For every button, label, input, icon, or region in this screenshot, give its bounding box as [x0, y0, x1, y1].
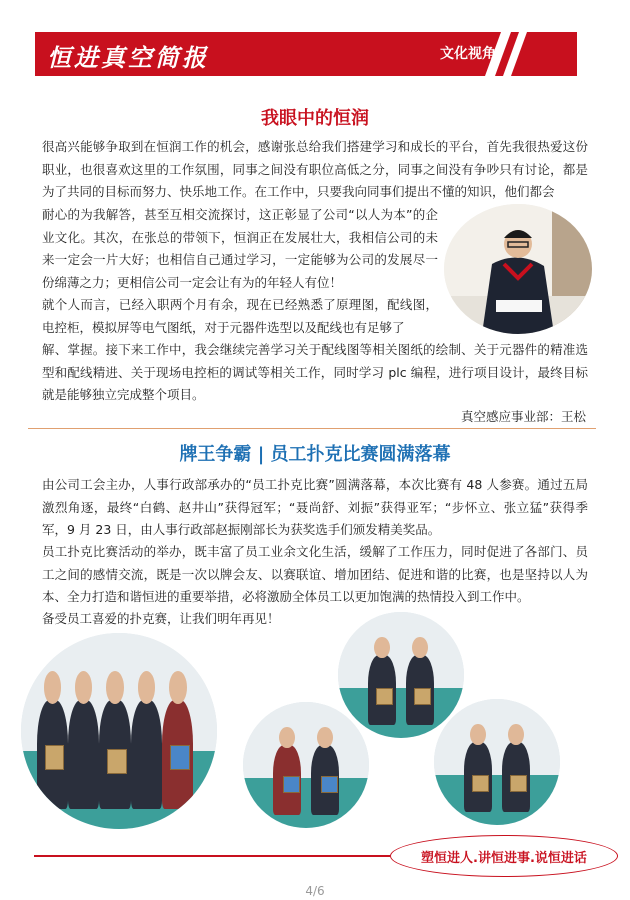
article1-paragraph: 解、掌握。接下来工作中，我会继续完善学习关于配线图等相关图纸的绘制、关于元器件的精准选型和配线精进、关于现场电控柜的调试等相关工作，同时学习 plc 编程，进行项目设计，最终目标就是能够独立完成整个项目。 [42, 342, 588, 402]
article1-signature: 真空感应事业部：王松 [460, 409, 586, 424]
section-label: 文化视角 [440, 46, 496, 62]
article2-title: 牌王争霸 | 员工扑克比赛圆满落幕 [179, 444, 451, 465]
header-banner [35, 32, 577, 76]
article1-paragraph: 耐心的为我解答，甚至互相交流探讨，这正彰显了公司“以人为本”的企业文化。其次，在张总的带领下，恒润正在发展壮大，我相信公司的未来一定会一片大好；也相信自己通过学习，一定能够为公司的发展尽一份绵薄之力；更相信公司一定会让有为的年轻人有位！ [42, 207, 438, 290]
award-photo [434, 699, 560, 825]
employee-photo [444, 204, 592, 334]
article2-paragraph: 备受员工喜爱的扑克赛，让我们明年再见！ [42, 611, 280, 626]
section-divider [28, 428, 596, 429]
article1-paragraph: 就个人而言，已经入职两个月有余，现在已经熟悉了原理图，配线图，电控柜，模拟屏等电气图纸，对于元器件选型以及配线也有足够了 [42, 297, 438, 335]
article1-paragraph: 很高兴能够争取到在恒润工作的机会，感谢张总给我们搭建学习和成长的平台，首先我很热爱这份职业，也很喜欢这里的工作氛围，同事之间没有职位高低之分，同事之间没有争吵只有讨论，都是为了共同的目标而努力、快乐地工作。在工作中，只要我向同事们提出不懂的知识，他们都会 [42, 139, 588, 199]
slogan-badge [390, 835, 618, 877]
brand-title: 恒进真空简报 [47, 43, 209, 72]
article1-title: 我眼中的恒润 [261, 108, 369, 129]
slogan-text: 塑恒进人.讲恒进事.说恒进话 [421, 851, 587, 866]
footer-line [34, 855, 390, 857]
award-photo [21, 633, 217, 829]
article2-paragraph: 由公司工会主办，人事行政部承办的“员工扑克比赛”圆满落幕，本次比赛有 48 人参赛。通过五局激烈角逐，最终“白鹤、赵井山”获得冠军；“聂尚舒、刘振”获得亚军；“步怀立、张立猛”获得季军，9 月 23 日，由人事行政部赵振刚部长为获奖选手们颁发精美奖品。 [42, 477, 588, 537]
article2-paragraph: 员工扑克比赛活动的举办，既丰富了员工业余文化生活，缓解了工作压力，同时促进了各部门、员工之间的感情交流，既是一次以牌会友、以赛联谊、增加团结、促进和谐的比赛，也是坚持以人为本、全力打造和谐恒进的重要举措，必将激励全体员工以更加饱满的热情投入到工作中。 [42, 544, 588, 604]
page-number: 4/6 [305, 884, 325, 898]
